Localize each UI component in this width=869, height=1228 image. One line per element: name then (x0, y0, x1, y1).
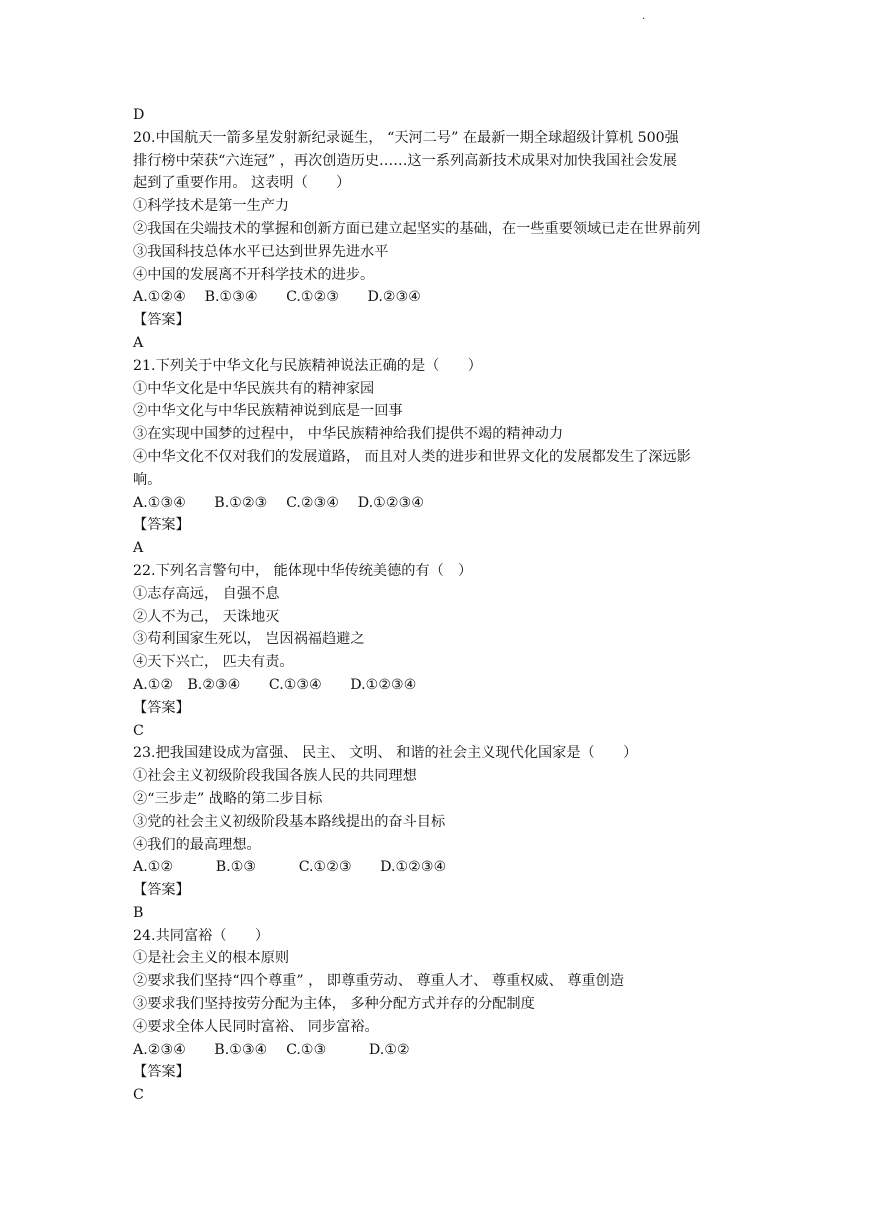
question-22-stem: 22.下列名言警句中， 能体现中华传统美德的有（ ） (133, 562, 473, 579)
answer-23: B (133, 904, 144, 921)
answer-24: C (133, 1087, 144, 1104)
question-24-item-3: ③要求我们坚持按劳分配为主体， 多种分配方式并存的分配制度 (133, 996, 535, 1013)
question-20-item-4: ④中国的发展离不开科学技术的进步。 (133, 266, 375, 283)
question-20-item-2: ②我国在尖端技术的掌握和创新方面已建立起坚实的基础，在一些重要领域已走在世界前列 (133, 220, 701, 237)
question-21-stem: 21.下列关于中华文化与民族精神说法正确的是（ ） (133, 357, 482, 374)
question-20-stem-line-1: 20.中国航天一箭多星发射新纪录诞生， “天河二号” 在最新一期全球超级计算机 500强 (133, 129, 679, 146)
answer-label: 【答案】 (133, 312, 190, 329)
question-22-item-1: ①志存高远， 自强不息 (133, 585, 280, 602)
question-22-item-4: ④天下兴亡， 匹夫有责。 (133, 654, 294, 671)
question-20-stem-line-2: 排行榜中荣获“六连冠” ，再次创造历史……这一系列高新技术成果对加快我国社会发展 (133, 152, 677, 169)
question-22-item-3: ③苟利国家生死以， 岂因祸福趋避之 (133, 631, 365, 648)
question-23-item-3: ③党的社会主义初级阶段基本路线提出的奋斗目标 (133, 813, 446, 830)
answer-label: 【答案】 (133, 882, 190, 899)
question-24-item-4: ④要求全体人民同时富裕、 同步富裕。 (133, 1018, 379, 1035)
question-21-item-4-line-2: 响。 (133, 471, 162, 488)
question-20-options: A.①②④ B.①③④ C.①②③ D.②③④ (133, 289, 422, 306)
question-24-item-1: ①是社会主义的根本原则 (133, 950, 290, 967)
question-20-item-3: ③我国科技总体水平已达到世界先进水平 (133, 243, 389, 260)
question-21-options: A.①③④ B.①②③ C.②③④ D.①②③④ (133, 494, 425, 511)
question-23-options: A.①② B.①③ C.①②③ D.①②③④ (133, 859, 447, 876)
question-list (133, 104, 743, 1107)
answer-label: 【答案】 (133, 517, 190, 534)
answer-21: A (133, 540, 144, 557)
question-23-item-4: ④我们的最高理想。 (133, 836, 261, 853)
question-20-stem-line-3: 起到了重要作用。 这表明（ ） (133, 175, 351, 192)
answer-20: A (133, 334, 144, 351)
question-21-item-3: ③在实现中国梦的过程中， 中华民族精神给我们提供不竭的精神动力 (133, 426, 564, 443)
question-21-item-4-line-1: ④中华文化不仅对我们的发展道路， 而且对人类的进步和世界文化的发展都发生了深远影 (133, 448, 691, 465)
answer-label: 【答案】 (133, 1064, 190, 1081)
answer-label: 【答案】 (133, 699, 190, 716)
answer-19: D (133, 107, 145, 123)
question-24-options: A.②③④ B.①③④ C.①③ D.①② (133, 1041, 410, 1058)
question-23-item-2: ②“三步走” 战略的第二步目标 (133, 790, 323, 807)
question-23-item-1: ①社会主义初级阶段我国各族人民的共同理想 (133, 768, 417, 785)
question-22-item-2: ②人不为己， 天诛地灭 (133, 608, 280, 625)
question-21-item-2: ②中华文化与中华民族精神说到底是一回事 (133, 403, 403, 420)
answer-22: C (133, 722, 144, 739)
corner-dot: · (642, 14, 646, 25)
question-24-item-2: ②要求我们坚持“四个尊重” ， 即尊重劳动、 尊重人才、 尊重权威、 尊重创造 (133, 973, 625, 990)
question-23-stem: 23.把我国建设成为富强、 民主、 文明、 和谐的社会主义现代化国家是（ ） (133, 745, 638, 762)
question-20-item-1: ①科学技术是第一生产力 (133, 198, 290, 215)
question-24-stem: 24.共同富裕（ ） (133, 927, 270, 944)
question-22-options: A.①② B.②③④ C.①③④ D.①②③④ (133, 676, 417, 693)
question-21-item-1: ①中华文化是中华民族共有的精神家园 (133, 380, 375, 397)
